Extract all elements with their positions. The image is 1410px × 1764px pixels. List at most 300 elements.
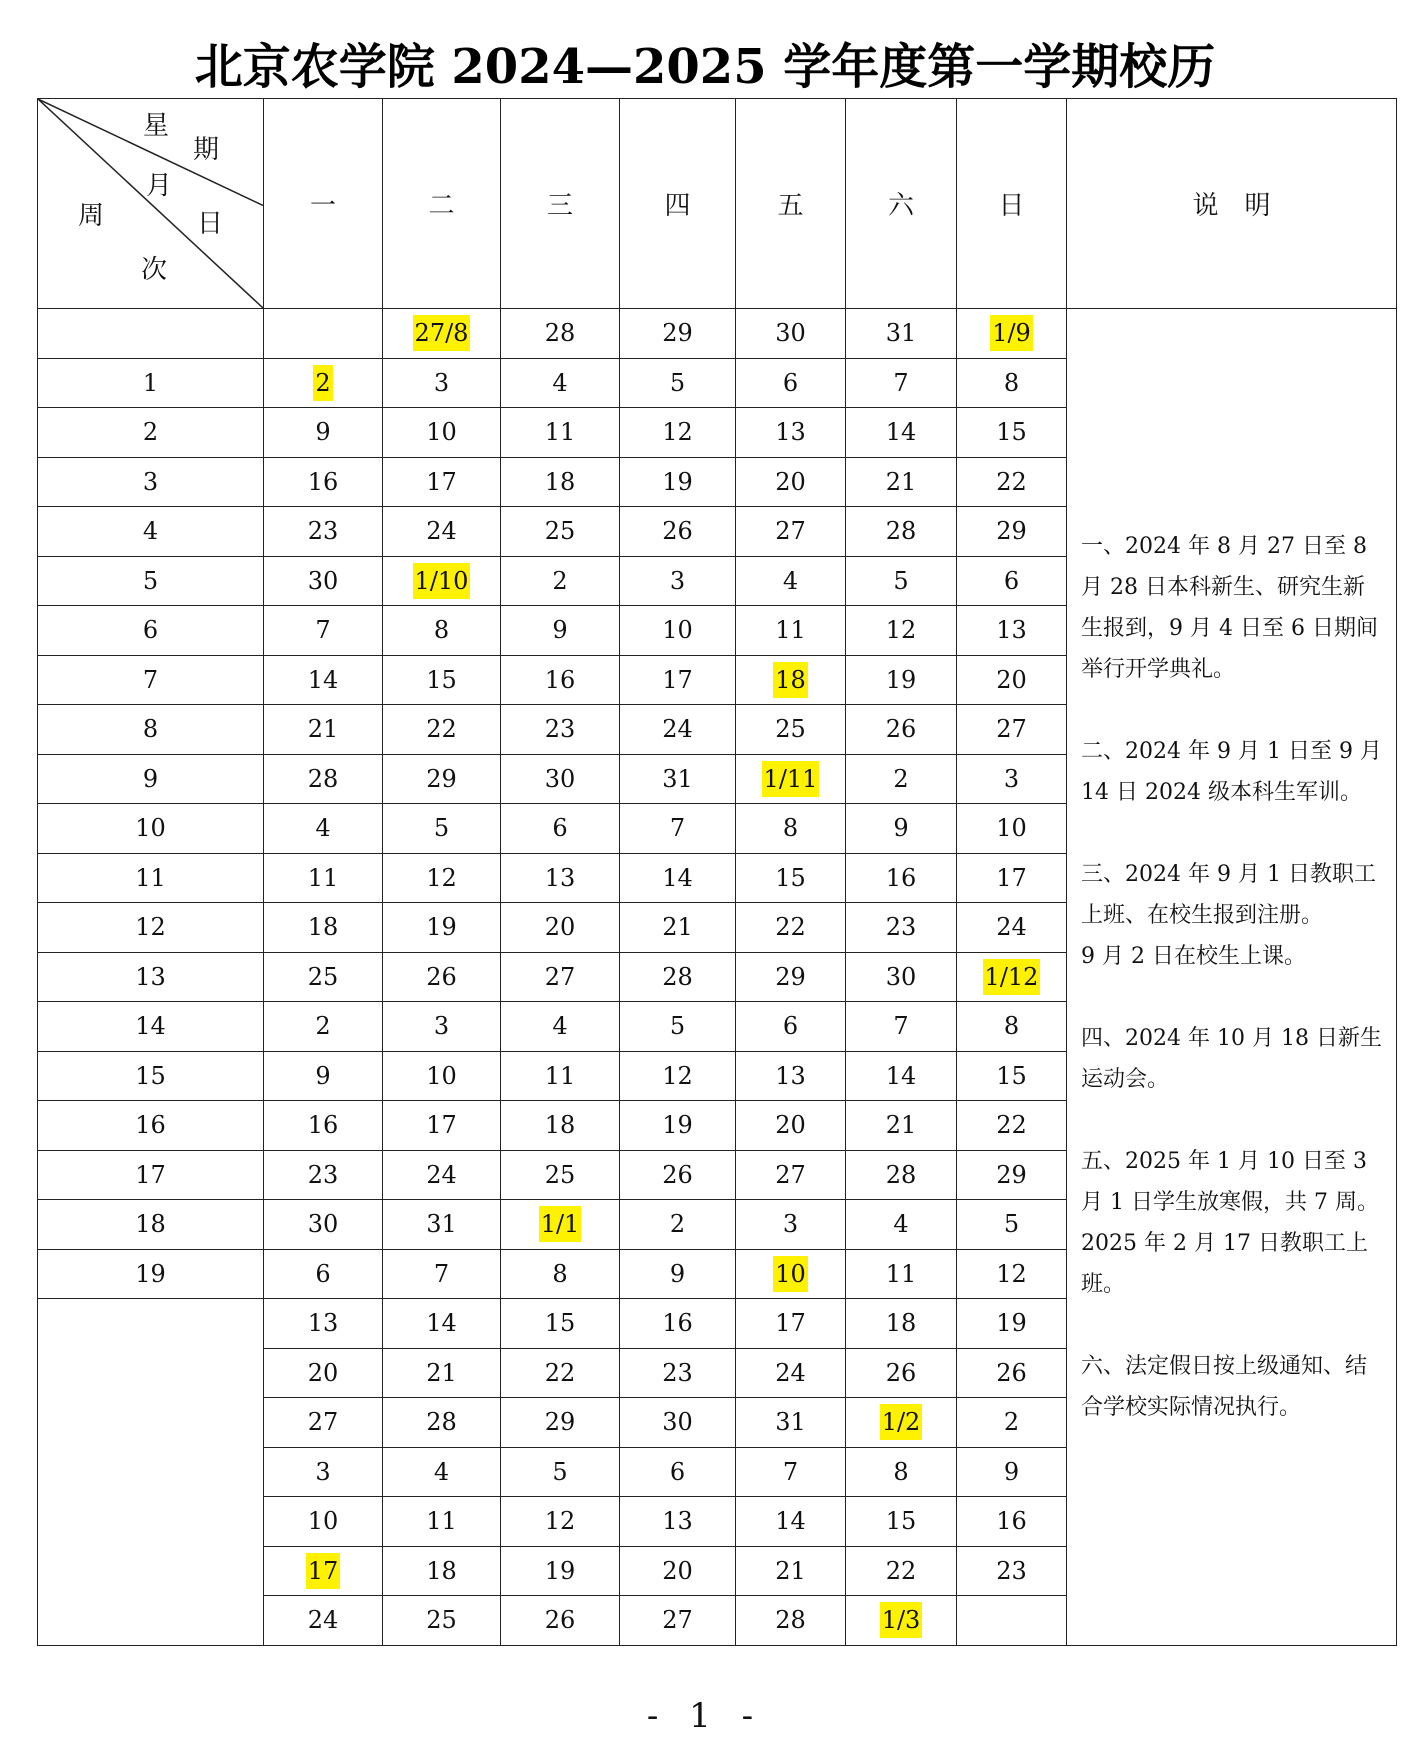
date: 31 bbox=[426, 1210, 457, 1239]
date: 27 bbox=[544, 962, 576, 991]
date: 7 bbox=[893, 1012, 909, 1041]
week-number-cell: 8 bbox=[38, 705, 264, 755]
day-cell bbox=[383, 1348, 501, 1398]
corner-label-qi: 期 bbox=[193, 135, 220, 165]
date: 21 bbox=[307, 715, 339, 744]
day-cell bbox=[620, 952, 736, 1002]
date: 19 bbox=[885, 665, 917, 694]
day-cell bbox=[736, 705, 846, 755]
date: 17 bbox=[662, 665, 693, 694]
highlighted-date: 27/8 bbox=[413, 315, 471, 351]
date: 20 bbox=[544, 913, 576, 942]
day-cell bbox=[846, 705, 957, 755]
highlighted-date: 17 bbox=[306, 1553, 341, 1589]
date bbox=[321, 333, 325, 341]
date: 29 bbox=[996, 517, 1027, 546]
corner-label-xing: 星 bbox=[143, 111, 170, 141]
day-cell bbox=[264, 655, 383, 705]
date: 25 bbox=[307, 962, 339, 991]
day-cell bbox=[846, 853, 957, 903]
day-cell bbox=[736, 507, 846, 557]
weekday-header-sat: 六 bbox=[846, 99, 957, 309]
day-cell bbox=[846, 1150, 957, 1200]
day-cell bbox=[383, 1150, 501, 1200]
date: 26 bbox=[996, 1358, 1027, 1387]
day-cell bbox=[264, 1249, 383, 1299]
day-cell bbox=[846, 556, 957, 606]
date: 8 bbox=[782, 814, 799, 843]
day-cell bbox=[383, 1051, 501, 1101]
highlighted-date: 1/1 bbox=[539, 1206, 582, 1242]
date: 12 bbox=[426, 863, 457, 892]
day-cell bbox=[620, 1348, 736, 1398]
day-cell bbox=[501, 1596, 620, 1646]
date: 13 bbox=[544, 863, 576, 892]
date: 5 bbox=[1003, 1210, 1020, 1239]
day-cell bbox=[383, 903, 501, 953]
date: 22 bbox=[426, 715, 457, 744]
date: 18 bbox=[307, 913, 339, 942]
day-cell bbox=[846, 408, 957, 458]
date: 15 bbox=[996, 418, 1027, 447]
day-cell bbox=[264, 457, 383, 507]
week-number-blank-cell bbox=[38, 1299, 264, 1646]
week-number-cell: 10 bbox=[38, 804, 264, 854]
date: 7 bbox=[315, 616, 331, 645]
day-cell bbox=[501, 1249, 620, 1299]
day-cell bbox=[383, 556, 501, 606]
day-cell bbox=[736, 1150, 846, 1200]
day-cell bbox=[264, 556, 383, 606]
day-cell bbox=[501, 804, 620, 854]
date: 8 bbox=[433, 616, 450, 645]
date: 6 bbox=[782, 1012, 799, 1041]
day-cell bbox=[846, 1051, 957, 1101]
date: 21 bbox=[885, 467, 917, 496]
day-cell bbox=[501, 1497, 620, 1547]
weekday-header-thu: 四 bbox=[620, 99, 736, 309]
day-cell bbox=[501, 952, 620, 1002]
day-cell bbox=[736, 754, 846, 804]
date: 4 bbox=[782, 566, 799, 595]
date: 17 bbox=[426, 467, 457, 496]
day-cell bbox=[736, 358, 846, 408]
day-cell bbox=[264, 1200, 383, 1250]
day-cell bbox=[501, 903, 620, 953]
date: 10 bbox=[307, 1507, 339, 1536]
date: 3 bbox=[782, 1210, 799, 1239]
date: 22 bbox=[544, 1358, 576, 1387]
day-cell bbox=[736, 1398, 846, 1448]
day-cell bbox=[846, 507, 957, 557]
day-cell bbox=[620, 804, 736, 854]
school-calendar-table bbox=[37, 98, 1397, 1646]
date: 22 bbox=[996, 1111, 1027, 1140]
date: 26 bbox=[662, 1160, 693, 1189]
date: 25 bbox=[544, 517, 576, 546]
day-cell bbox=[620, 1002, 736, 1052]
day-cell bbox=[383, 1249, 501, 1299]
day-cell bbox=[264, 507, 383, 557]
note-item: 六、法定假日按上级通知、结合学校实际情况执行。 bbox=[1081, 1353, 1368, 1420]
day-cell bbox=[264, 1150, 383, 1200]
date: 3 bbox=[433, 1012, 450, 1041]
date: 7 bbox=[893, 368, 909, 397]
date: 19 bbox=[662, 1111, 693, 1140]
date: 26 bbox=[544, 1606, 576, 1635]
note-item: 四、2024 年 10 月 18 日新生运动会。 bbox=[1081, 1025, 1382, 1092]
day-cell bbox=[846, 606, 957, 656]
date: 4 bbox=[552, 368, 568, 397]
date: 29 bbox=[426, 764, 457, 793]
date: 23 bbox=[885, 913, 917, 942]
day-cell bbox=[957, 309, 1067, 359]
corner-label-ci: 次 bbox=[141, 255, 168, 285]
note-item: 一、2024 年 8 月 27 日至 8 月 28 日本科新生、研究生新生报到，9 月 4 日至 6 日期间举行开学典礼。 bbox=[1081, 533, 1378, 682]
day-cell bbox=[264, 1398, 383, 1448]
date: 8 bbox=[1003, 1012, 1020, 1041]
date: 3 bbox=[315, 1457, 331, 1486]
week-number-cell: 15 bbox=[38, 1051, 264, 1101]
weekday-header-wed: 三 bbox=[501, 99, 620, 309]
day-cell bbox=[501, 1447, 620, 1497]
date: 4 bbox=[433, 1457, 450, 1486]
date: 28 bbox=[885, 517, 917, 546]
day-cell bbox=[846, 1398, 957, 1448]
day-cell bbox=[957, 1150, 1067, 1200]
day-cell bbox=[846, 952, 957, 1002]
day-cell bbox=[957, 1002, 1067, 1052]
highlighted-date: 18 bbox=[773, 662, 808, 698]
date: 9 bbox=[552, 616, 568, 645]
date: 3 bbox=[1003, 764, 1020, 793]
day-cell bbox=[264, 606, 383, 656]
day-cell bbox=[846, 1546, 957, 1596]
day-cell bbox=[383, 1546, 501, 1596]
day-cell bbox=[957, 1101, 1067, 1151]
date: 30 bbox=[307, 1210, 339, 1239]
date: 10 bbox=[996, 814, 1027, 843]
weekday-header-tue: 二 bbox=[383, 99, 501, 309]
date: 22 bbox=[885, 1556, 917, 1585]
day-cell bbox=[383, 606, 501, 656]
day-cell bbox=[620, 556, 736, 606]
week-number-cell: 17 bbox=[38, 1150, 264, 1200]
day-cell bbox=[264, 853, 383, 903]
date: 9 bbox=[315, 1061, 331, 1090]
week-number-cell: 6 bbox=[38, 606, 264, 656]
day-cell bbox=[957, 1497, 1067, 1547]
date: 10 bbox=[426, 418, 457, 447]
date: 18 bbox=[544, 1111, 576, 1140]
date: 5 bbox=[669, 368, 686, 397]
date: 16 bbox=[885, 863, 917, 892]
day-cell bbox=[957, 1447, 1067, 1497]
week-number-cell: 16 bbox=[38, 1101, 264, 1151]
date: 23 bbox=[996, 1556, 1027, 1585]
date: 7 bbox=[782, 1457, 799, 1486]
day-cell bbox=[957, 1348, 1067, 1398]
highlighted-date: 1/12 bbox=[983, 959, 1041, 995]
weekday-header-fri: 五 bbox=[736, 99, 846, 309]
date: 23 bbox=[544, 715, 576, 744]
day-cell bbox=[736, 309, 846, 359]
day-cell bbox=[846, 1447, 957, 1497]
date: 26 bbox=[885, 1358, 917, 1387]
date: 31 bbox=[662, 764, 693, 793]
date: 11 bbox=[307, 863, 339, 892]
date: 11 bbox=[544, 418, 576, 447]
day-cell bbox=[846, 655, 957, 705]
date: 26 bbox=[885, 715, 917, 744]
day-cell bbox=[501, 1101, 620, 1151]
date: 2 bbox=[893, 764, 909, 793]
day-cell bbox=[736, 1546, 846, 1596]
day-cell bbox=[736, 1249, 846, 1299]
day-cell bbox=[736, 1200, 846, 1250]
day-cell bbox=[383, 309, 501, 359]
date: 4 bbox=[315, 814, 331, 843]
notes-cell bbox=[1067, 309, 1397, 1646]
day-cell bbox=[736, 1348, 846, 1398]
date: 31 bbox=[775, 1408, 806, 1437]
date: 6 bbox=[552, 814, 568, 843]
date: 18 bbox=[426, 1556, 457, 1585]
week-number-cell: 12 bbox=[38, 903, 264, 953]
day-cell bbox=[736, 952, 846, 1002]
date: 8 bbox=[552, 1259, 568, 1288]
date: 9 bbox=[1003, 1457, 1020, 1486]
notes-header: 说 明 bbox=[1067, 99, 1397, 309]
week-row bbox=[38, 309, 1397, 359]
day-cell bbox=[620, 1596, 736, 1646]
day-cell bbox=[736, 1299, 846, 1349]
date: 14 bbox=[885, 1061, 917, 1090]
date: 15 bbox=[996, 1061, 1027, 1090]
day-cell bbox=[383, 1447, 501, 1497]
date: 2 bbox=[552, 566, 568, 595]
day-cell bbox=[264, 705, 383, 755]
date: 24 bbox=[307, 1606, 339, 1635]
day-cell bbox=[957, 705, 1067, 755]
date: 11 bbox=[426, 1507, 457, 1536]
day-cell bbox=[501, 408, 620, 458]
date: 16 bbox=[307, 467, 339, 496]
week-number-cell bbox=[38, 309, 264, 359]
day-cell bbox=[957, 606, 1067, 656]
highlighted-date: 1/10 bbox=[413, 563, 471, 599]
date: 24 bbox=[775, 1358, 806, 1387]
date: 25 bbox=[426, 1606, 457, 1635]
date: 30 bbox=[662, 1408, 693, 1437]
page-number: - 1 - bbox=[646, 1696, 764, 1736]
day-cell bbox=[736, 556, 846, 606]
day-cell bbox=[957, 1546, 1067, 1596]
day-cell bbox=[736, 1002, 846, 1052]
day-cell bbox=[957, 1596, 1067, 1646]
day-cell bbox=[383, 408, 501, 458]
date: 9 bbox=[893, 814, 909, 843]
day-cell bbox=[957, 1249, 1067, 1299]
date: 27 bbox=[775, 1160, 806, 1189]
day-cell bbox=[383, 655, 501, 705]
date: 29 bbox=[662, 319, 693, 348]
date: 27 bbox=[307, 1408, 339, 1437]
date: 15 bbox=[775, 863, 806, 892]
day-cell bbox=[957, 804, 1067, 854]
date: 19 bbox=[662, 467, 693, 496]
day-cell bbox=[501, 556, 620, 606]
date: 21 bbox=[662, 913, 693, 942]
day-cell bbox=[620, 309, 736, 359]
day-cell bbox=[264, 1002, 383, 1052]
date: 29 bbox=[544, 1408, 576, 1437]
day-cell bbox=[846, 903, 957, 953]
date: 13 bbox=[775, 418, 806, 447]
page-title: 北京农学院 2024—2025 学年度第一学期校历 bbox=[194, 39, 1216, 95]
day-cell bbox=[620, 507, 736, 557]
day-cell bbox=[501, 655, 620, 705]
date: 25 bbox=[775, 715, 806, 744]
date: 26 bbox=[662, 517, 693, 546]
date: 9 bbox=[315, 418, 331, 447]
day-cell bbox=[736, 1447, 846, 1497]
date: 12 bbox=[662, 418, 693, 447]
date: 21 bbox=[885, 1111, 917, 1140]
date: 2 bbox=[1003, 1408, 1020, 1437]
date: 2 bbox=[315, 1012, 331, 1041]
date: 27 bbox=[775, 517, 806, 546]
date: 20 bbox=[662, 1556, 693, 1585]
day-cell bbox=[383, 1101, 501, 1151]
week-number-cell: 1 bbox=[38, 358, 264, 408]
date: 8 bbox=[893, 1457, 909, 1486]
day-cell bbox=[264, 408, 383, 458]
week-number-cell: 14 bbox=[38, 1002, 264, 1052]
date: 14 bbox=[885, 418, 917, 447]
date: 12 bbox=[996, 1259, 1027, 1288]
day-cell bbox=[846, 1002, 957, 1052]
date: 20 bbox=[996, 665, 1027, 694]
day-cell bbox=[846, 1249, 957, 1299]
week-number-cell: 11 bbox=[38, 853, 264, 903]
note-item: 五、2025 年 1 月 10 日至 3 月 1 日学生放寒假，共 7 周。2025 年 2 月 17 日教职工上班。 bbox=[1081, 1148, 1379, 1297]
day-cell bbox=[620, 1497, 736, 1547]
date: 14 bbox=[307, 665, 339, 694]
day-cell bbox=[501, 358, 620, 408]
day-cell bbox=[620, 358, 736, 408]
day-cell bbox=[957, 507, 1067, 557]
date: 15 bbox=[885, 1507, 917, 1536]
day-cell bbox=[264, 1299, 383, 1349]
day-cell bbox=[957, 853, 1067, 903]
corner-label-ri: 日 bbox=[197, 209, 224, 239]
date: 9 bbox=[669, 1259, 686, 1288]
day-cell bbox=[264, 1447, 383, 1497]
date: 8 bbox=[1003, 368, 1020, 397]
day-cell bbox=[620, 1249, 736, 1299]
note-item: 三、2024 年 9 月 1 日教职工上班、在校生报到注册。 9 月 2 日在校生上课。 bbox=[1081, 861, 1376, 969]
date: 21 bbox=[426, 1358, 457, 1387]
day-cell bbox=[957, 903, 1067, 953]
week-number-cell: 19 bbox=[38, 1249, 264, 1299]
date: 20 bbox=[307, 1358, 339, 1387]
day-cell bbox=[501, 853, 620, 903]
date: 6 bbox=[1003, 566, 1020, 595]
header-row bbox=[38, 99, 1397, 309]
date: 13 bbox=[775, 1061, 806, 1090]
date: 5 bbox=[433, 814, 450, 843]
date: 16 bbox=[996, 1507, 1027, 1536]
date: 12 bbox=[885, 616, 917, 645]
day-cell bbox=[501, 705, 620, 755]
day-cell bbox=[736, 1596, 846, 1646]
date: 14 bbox=[662, 863, 693, 892]
day-cell bbox=[620, 705, 736, 755]
day-cell bbox=[501, 457, 620, 507]
day-cell bbox=[501, 1348, 620, 1398]
date: 12 bbox=[662, 1061, 693, 1090]
day-cell bbox=[264, 754, 383, 804]
date: 28 bbox=[775, 1606, 806, 1635]
day-cell bbox=[846, 358, 957, 408]
day-cell bbox=[264, 1596, 383, 1646]
day-cell bbox=[620, 1299, 736, 1349]
date: 30 bbox=[775, 319, 806, 348]
day-cell bbox=[383, 1002, 501, 1052]
corner-label-zhou: 周 bbox=[78, 201, 105, 231]
date: 10 bbox=[426, 1061, 457, 1090]
day-cell bbox=[846, 1200, 957, 1250]
date: 13 bbox=[662, 1507, 693, 1536]
day-cell bbox=[620, 1150, 736, 1200]
date: 18 bbox=[544, 467, 576, 496]
date: 26 bbox=[426, 962, 457, 991]
date: 29 bbox=[996, 1160, 1027, 1189]
day-cell bbox=[383, 1497, 501, 1547]
date: 27 bbox=[996, 715, 1027, 744]
day-cell bbox=[620, 853, 736, 903]
week-number-cell: 3 bbox=[38, 457, 264, 507]
day-cell bbox=[264, 1348, 383, 1398]
date: 31 bbox=[885, 319, 917, 348]
day-cell bbox=[957, 1398, 1067, 1448]
date: 30 bbox=[307, 566, 339, 595]
day-cell bbox=[957, 1200, 1067, 1250]
date: 5 bbox=[669, 1012, 686, 1041]
day-cell bbox=[264, 952, 383, 1002]
date: 21 bbox=[775, 1556, 806, 1585]
date: 23 bbox=[307, 517, 339, 546]
date: 19 bbox=[544, 1556, 576, 1585]
date: 16 bbox=[662, 1309, 693, 1338]
day-cell bbox=[846, 1596, 957, 1646]
date: 7 bbox=[433, 1259, 450, 1288]
date: 30 bbox=[544, 764, 576, 793]
day-cell bbox=[957, 754, 1067, 804]
day-cell bbox=[501, 754, 620, 804]
day-cell bbox=[736, 1497, 846, 1547]
date: 17 bbox=[426, 1111, 457, 1140]
day-cell bbox=[736, 457, 846, 507]
day-cell bbox=[383, 705, 501, 755]
day-cell bbox=[383, 1200, 501, 1250]
date: 2 bbox=[669, 1210, 686, 1239]
day-cell bbox=[736, 1101, 846, 1151]
day-cell bbox=[501, 1546, 620, 1596]
week-number-cell: 9 bbox=[38, 754, 264, 804]
date: 17 bbox=[996, 863, 1027, 892]
